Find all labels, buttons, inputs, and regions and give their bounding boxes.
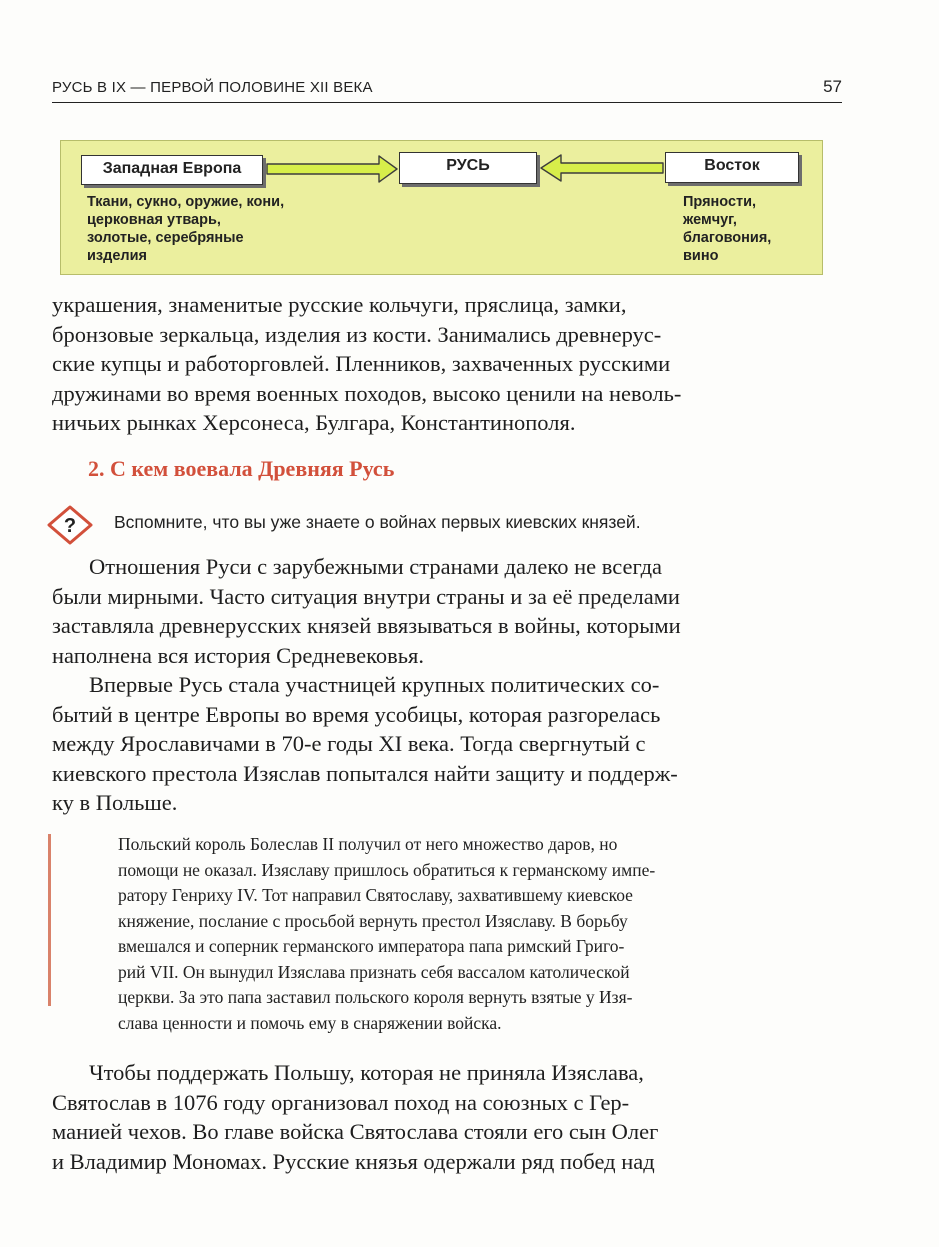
western-europe-box: Западная Европа bbox=[81, 155, 263, 185]
eastern-goods-list bbox=[683, 193, 823, 265]
text-line: наполнена вся история Средневековья. bbox=[52, 642, 424, 668]
goods-line: Пряности, bbox=[683, 194, 757, 210]
text-line: украшения, знаменитые русские кольчуги, пряслица, замки, bbox=[52, 292, 627, 317]
text-line: княжение, послание с просьбой вернуть престол Изяславу. В борьбу bbox=[118, 910, 628, 931]
goods-line: Ткани, сукно, оружие, кони, bbox=[87, 194, 285, 210]
text-line: ратору Генриху IV. Тот направил Святославу, захватившему киевское bbox=[118, 885, 633, 905]
text-line: Чтобы поддержать Польшу, которая не приняла Изяслава, bbox=[89, 1060, 644, 1085]
running-header bbox=[52, 78, 842, 103]
text-line: киевского престола Изяслав попытался найти защиту и поддерж- bbox=[52, 760, 678, 786]
paragraph-relations bbox=[52, 552, 847, 670]
text-line: рий VII. Он вынудил Изяслава признать себя вассалом католической bbox=[118, 961, 630, 982]
paragraph-trade-continued bbox=[52, 290, 847, 438]
text-line: Святослав в 1076 году организовал поход на союзных с Гер- bbox=[52, 1089, 630, 1115]
question-text: Вспомните, что вы уже знаете о войнах первых киевских князей. bbox=[114, 512, 641, 532]
text-line: вмешался и соперник германского императора папа римский Григо- bbox=[118, 936, 625, 956]
running-title: РУСЬ В IX — ПЕРВОЙ ПОЛОВИНЕ XII ВЕКА bbox=[52, 79, 373, 96]
question-symbol: ? bbox=[63, 515, 77, 537]
supplementary-text bbox=[118, 832, 848, 1036]
text-line: между Ярославичами в 70-е годы XI века. Тогда свергнутый с bbox=[52, 731, 646, 756]
text-line: манией чехов. Во главе войска Святослава стояли его сын Олег bbox=[52, 1119, 659, 1144]
west-to-rus-arrow bbox=[267, 156, 397, 182]
text-line: заставляла древнерусских князей ввязываться в войны, которыми bbox=[52, 613, 681, 638]
text-line: Отношения Руси с зарубежными странами далеко не всегда bbox=[89, 554, 663, 579]
text-line: ские купцы и работорговлей. Пленников, захваченных русскими bbox=[52, 351, 671, 376]
text-line: слава ценности и помочь ему в снаряжении войска. bbox=[118, 1012, 502, 1033]
text-line: Впервые Русь стала участницей крупных политических со- bbox=[89, 672, 660, 697]
text-line: ничьих рынках Херсонеса, Булгара, Константинополя. bbox=[52, 410, 576, 435]
rus-box: РУСЬ bbox=[399, 152, 537, 184]
east-to-rus-arrow bbox=[541, 155, 663, 181]
text-line: бытий в центре Европы во время усобицы, которая разгорелась bbox=[52, 701, 661, 727]
goods-line: изделия bbox=[87, 248, 147, 264]
paragraph-campaign bbox=[52, 1058, 847, 1176]
section-heading: 2. С кем воевала Древняя Русь bbox=[88, 456, 395, 481]
supplementary-text-block bbox=[48, 832, 848, 1033]
page-number: 57 bbox=[823, 77, 842, 96]
goods-line: жемчуг, bbox=[683, 212, 737, 228]
sidebar-accent-bar bbox=[48, 834, 51, 1006]
trade-diagram bbox=[60, 140, 823, 275]
text-line: ку в Польше. bbox=[52, 790, 178, 815]
text-line: дружинами во время военных походов, высоко ценили на неволь- bbox=[52, 380, 682, 406]
goods-line: благовония, bbox=[683, 230, 772, 246]
text-line: и Владимир Мономах. Русские князья одержали ряд побед над bbox=[52, 1148, 655, 1174]
text-line: бронзовые зеркальца, изделия из кости. Занимались древнерус- bbox=[52, 321, 662, 347]
goods-line: золотые, серебряные bbox=[87, 230, 244, 246]
review-question bbox=[46, 505, 846, 545]
goods-line: вино bbox=[683, 248, 719, 264]
goods-line: церковная утварь, bbox=[87, 212, 221, 228]
western-goods-list bbox=[87, 193, 387, 265]
text-line: Польский король Болеслав II получил от него множество даров, но bbox=[118, 834, 618, 854]
text-line: церкви. За это папа заставил польского короля вернуть взятые у Изя- bbox=[118, 987, 633, 1007]
text-line: были мирными. Часто ситуация внутри страны и за её пределами bbox=[52, 583, 680, 609]
east-box: Восток bbox=[665, 152, 799, 183]
text-line: помощи не оказал. Изяславу пришлось обратиться к германскому импе- bbox=[118, 859, 656, 880]
paragraph-europe-events bbox=[52, 670, 847, 818]
question-icon bbox=[46, 505, 94, 545]
